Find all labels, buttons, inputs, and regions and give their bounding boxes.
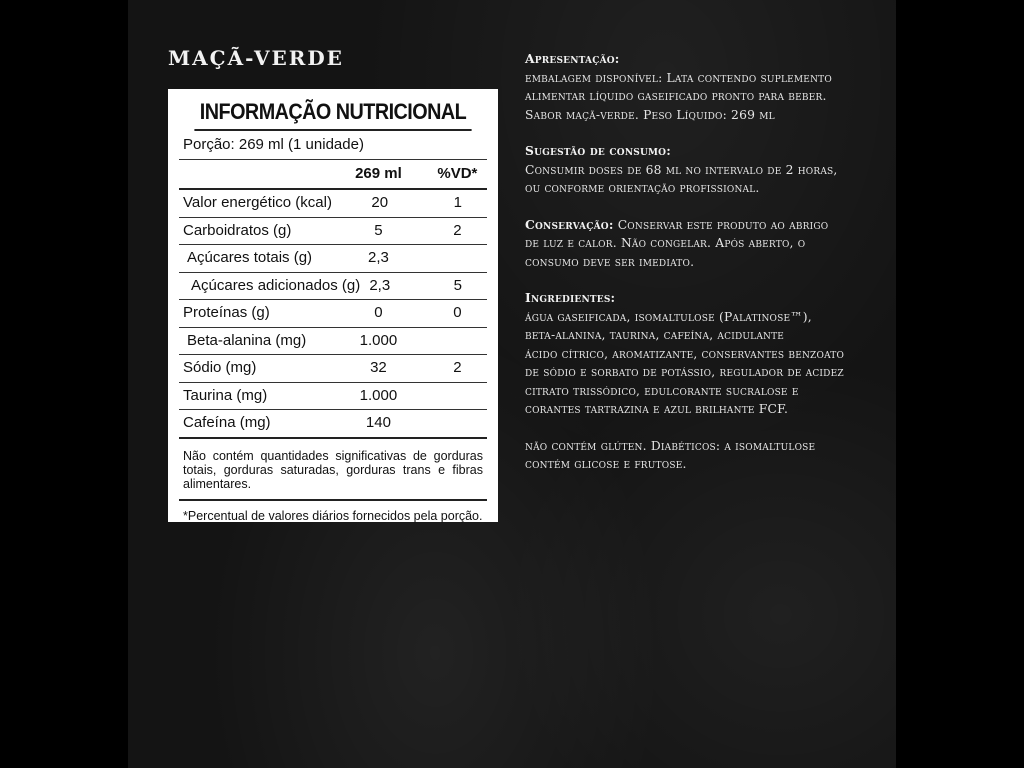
table-row — [179, 190, 487, 218]
nutrient-amount: 1.000 — [359, 386, 398, 404]
ingredientes-text-1: água gaseificada, isomaltulose (Palatinose™), beta-alanina, taurina, cafeína, acidulante — [525, 309, 812, 342]
header-blank — [179, 160, 329, 188]
section-ingredientes — [525, 289, 845, 419]
nutrient-amount: 32 — [370, 359, 387, 376]
conservacao-text: Conservar este produto ao abrigo de luz e calor. Não congelar. Após aberto, o consumo deve ser imediato. — [525, 217, 829, 269]
gluten-text: não contém glúten. Diabéticos: a isomaltulose contém glicose e frutose. — [525, 438, 816, 471]
apresentacao-text: embalagem disponível: Lata contendo suplemento alimentar líquido gaseificado pronto para beber. Sabor maçã-verde. Peso Líquido: 269 ml — [525, 70, 832, 122]
nutrient-vd — [428, 328, 487, 355]
nutrient-vd — [428, 410, 487, 437]
nutrient-amount: 140 — [365, 414, 391, 431]
section-sugestao — [525, 142, 845, 198]
nutrient-amount: 2,3 — [368, 249, 389, 266]
nutrient-name: Valor energético (kcal) — [183, 194, 332, 211]
nutrition-header-row — [179, 160, 487, 190]
section-conservacao — [525, 216, 845, 272]
nutrient-name: Beta-alanina (mg) — [187, 331, 307, 349]
table-row — [179, 328, 487, 356]
nutrition-note: Não contém quantidades significativas de gorduras totais, gorduras saturadas, gorduras trans e fibras alimentares. — [179, 439, 487, 501]
table-row — [179, 383, 487, 411]
product-title: MAÇÃ-VERDE — [168, 46, 344, 70]
nutrient-amount: 0 — [374, 304, 383, 321]
table-row — [179, 355, 487, 383]
nutrient-name: Carboidratos (g) — [183, 221, 292, 239]
nutrient-name: Proteínas (g) — [183, 304, 270, 321]
nutrient-vd — [428, 245, 487, 272]
section-gluten — [525, 437, 845, 474]
apresentacao-label: Apresentação: — [525, 51, 620, 66]
table-row — [179, 218, 487, 246]
header-vd: %VD* — [437, 165, 478, 182]
nutrient-name: Sódio (mg) — [183, 359, 257, 376]
table-row — [179, 245, 487, 273]
table-row — [179, 300, 487, 328]
nutrition-title: INFORMAÇÃO NUTRICIONAL — [194, 89, 471, 131]
table-row — [179, 273, 487, 301]
product-info-column — [525, 50, 845, 492]
section-apresentacao — [525, 50, 845, 124]
nutrient-amount: 5 — [374, 221, 383, 239]
ingredientes-label: Ingredientes: — [525, 290, 616, 305]
table-row — [179, 410, 487, 439]
conservacao-label: Conservação: — [525, 216, 614, 232]
nutrient-name: Taurina (mg) — [183, 386, 268, 404]
nutrient-name: Açúcares adicionados (g) — [191, 276, 361, 294]
header-amount: 269 ml — [355, 165, 402, 182]
sugestao-label: Sugestão de consumo: — [525, 143, 671, 158]
nutrient-amount: 1.000 — [359, 331, 398, 349]
ingredientes-text-2: ácido cítrico, aromatizante, conservantes benzoato de sódio e sorbato de potássio, regulador de acidez citrato trissódico, edulcorante sucralose e corantes tartrazina e azul brilhante FCF. — [525, 346, 845, 416]
nutrient-vd: 2 — [453, 221, 462, 239]
content-panel — [128, 0, 896, 768]
nutrient-vd — [428, 383, 487, 410]
nutrient-vd: 5 — [453, 276, 462, 294]
nutrient-amount: 2,3 — [369, 276, 391, 294]
nutrition-portion: Porção: 269 ml (1 unidade) — [179, 131, 487, 160]
nutrition-facts-table — [168, 89, 498, 522]
nutrient-vd: 1 — [453, 194, 462, 211]
nutrient-amount: 20 — [371, 194, 389, 211]
nutrient-name: Cafeína (mg) — [183, 414, 271, 431]
nutrient-vd: 2 — [453, 359, 462, 376]
nutrient-name: Açúcares totais (g) — [187, 249, 313, 266]
nutrient-vd: 0 — [453, 304, 462, 321]
sugestao-text: Consumir doses de 68 ml no intervalo de 2 horas, ou conforme orientação profissional. — [525, 162, 838, 195]
nutrition-footnote: *Percentual de valores diários fornecidos pela porção. — [183, 508, 483, 523]
